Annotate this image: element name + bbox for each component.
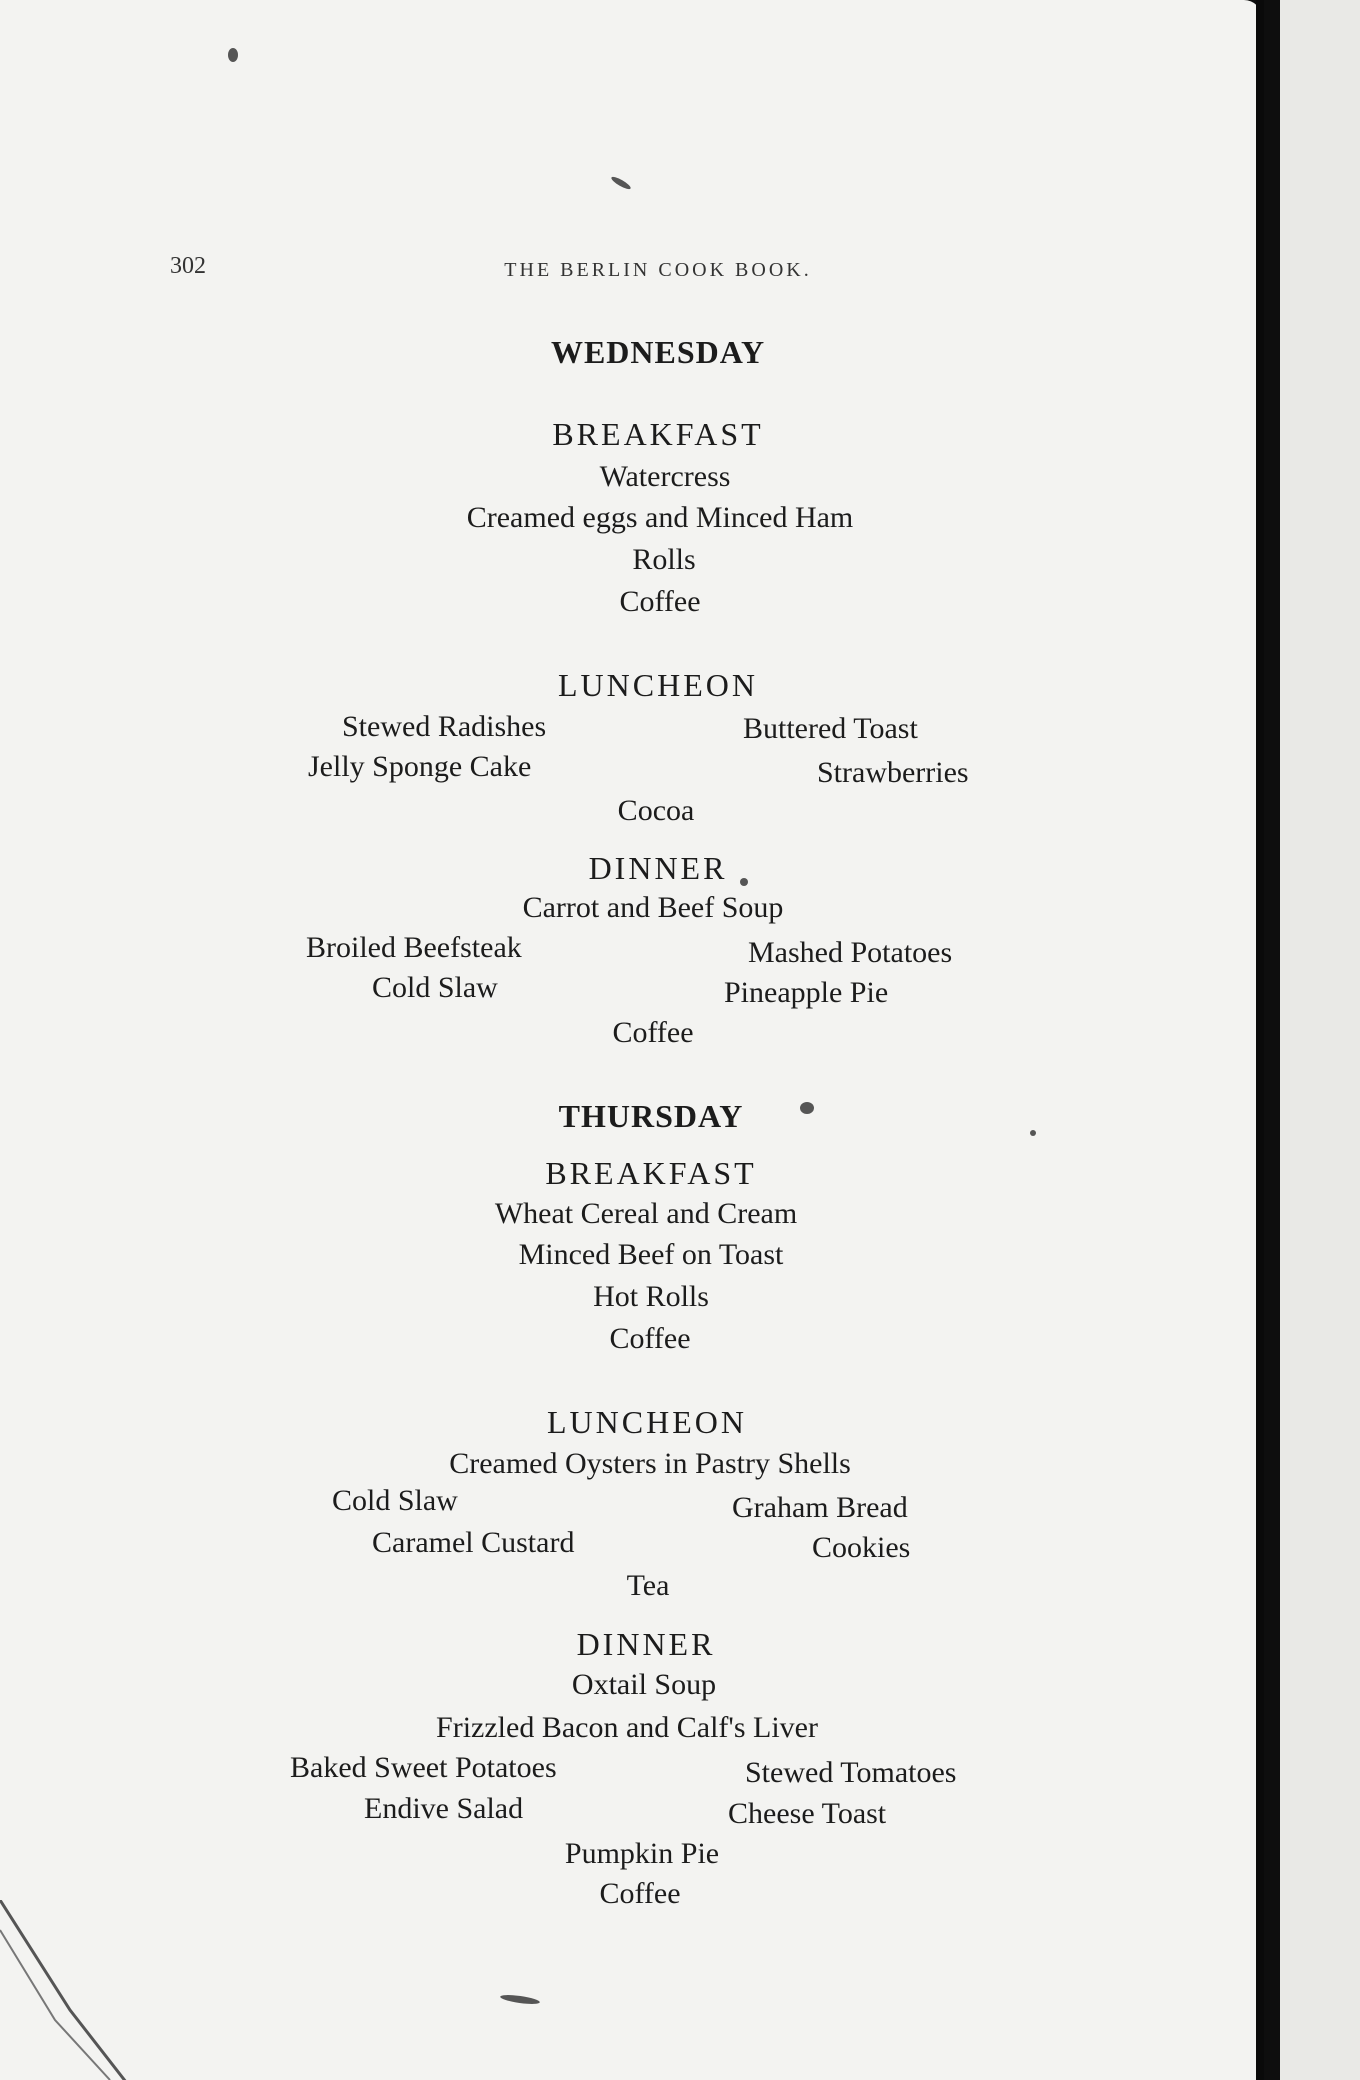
- running-title: THE BERLIN COOK BOOK.: [504, 259, 812, 281]
- menu-item: Creamed Oysters in Pastry Shells: [449, 1447, 851, 1480]
- menu-item: Oxtail Soup: [571, 1668, 717, 1701]
- meal-heading-breakfast: BREAKFAST: [545, 1155, 757, 1191]
- facing-page-edge: [1280, 0, 1360, 2080]
- meal-heading-dinner: DINNER: [588, 850, 728, 886]
- menu-item: Frizzled Bacon and Calf's Liver: [436, 1711, 818, 1744]
- menu-item: Cocoa: [617, 794, 695, 827]
- menu-item: Strawberries: [817, 756, 969, 789]
- menu-item: Baked Sweet Potatoes: [290, 1751, 557, 1784]
- meal-heading-dinner: DINNER: [576, 1626, 716, 1662]
- menu-item: Endive Salad: [364, 1792, 524, 1825]
- menu-item: Pineapple Pie: [724, 976, 889, 1009]
- meal-heading-luncheon: LUNCHEON: [547, 1404, 747, 1440]
- torn-corner: [0, 1900, 160, 2080]
- ink-speck: [500, 1993, 541, 2005]
- menu-item: Mashed Potatoes: [748, 936, 953, 969]
- menu-item: Stewed Tomatoes: [745, 1756, 957, 1789]
- ink-speck: [228, 48, 238, 62]
- menu-item: Coffee: [619, 585, 701, 618]
- ink-speck: [1030, 1130, 1036, 1136]
- page-edge-shadow: [1256, 0, 1264, 2080]
- menu-item: Jelly Sponge Cake: [308, 750, 532, 783]
- menu-item: Graham Bread: [732, 1491, 908, 1524]
- menu-item: Carrot and Beef Soup: [522, 891, 784, 924]
- meal-heading-breakfast: BREAKFAST: [552, 416, 764, 452]
- page-number: 302: [170, 253, 206, 279]
- menu-item: Wheat Cereal and Cream: [494, 1197, 798, 1230]
- menu-item: Caramel Custard: [372, 1526, 575, 1559]
- day-heading-thursday: THURSDAY: [558, 1098, 744, 1134]
- menu-item: Watercress: [599, 460, 731, 493]
- menu-item: Broiled Beefsteak: [306, 931, 522, 964]
- menu-item: Buttered Toast: [743, 712, 918, 745]
- menu-item: Stewed Radishes: [342, 710, 547, 743]
- ink-speck: [610, 175, 632, 191]
- ink-speck: [740, 878, 748, 886]
- menu-item: Creamed eggs and Minced Ham: [466, 501, 854, 534]
- menu-item: Coffee: [609, 1322, 691, 1355]
- menu-item: Cold Slaw: [372, 971, 498, 1004]
- menu-item: Coffee: [612, 1016, 694, 1049]
- meal-heading-luncheon: LUNCHEON: [558, 667, 758, 703]
- menu-item: Rolls: [632, 543, 696, 576]
- menu-item: Minced Beef on Toast: [518, 1238, 784, 1271]
- menu-item: Pumpkin Pie: [564, 1837, 720, 1870]
- menu-item: Cheese Toast: [728, 1797, 887, 1830]
- ink-speck: [800, 1102, 814, 1114]
- menu-item: Cold Slaw: [332, 1484, 458, 1517]
- day-heading-wednesday: WEDNESDAY: [550, 334, 766, 370]
- menu-item: Hot Rolls: [593, 1280, 709, 1313]
- menu-item: Cookies: [812, 1531, 911, 1564]
- menu-item: Coffee: [599, 1877, 681, 1910]
- menu-item: Tea: [626, 1569, 670, 1602]
